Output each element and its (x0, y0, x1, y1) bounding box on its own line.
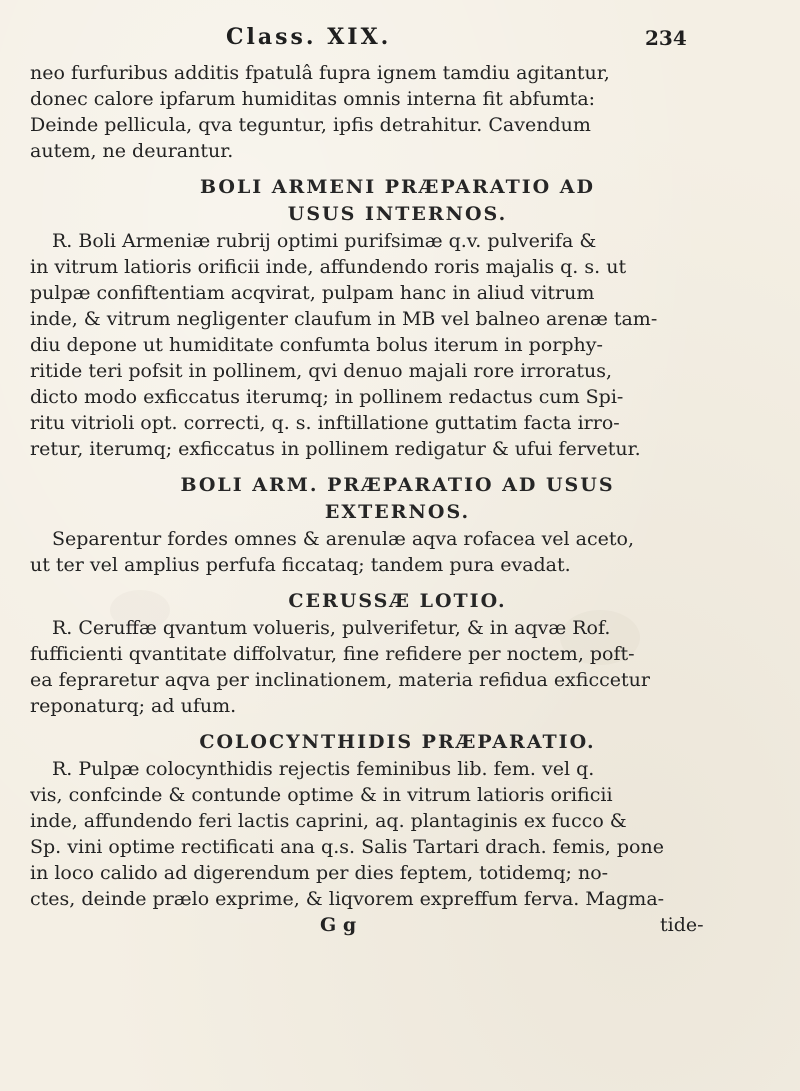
text-line: pulpæ confiftentiam acqvirat, pulpam hanc in aliud vitrum (30, 282, 595, 304)
text-line: Deinde pellicula, qva teguntur, ipfis detrahitur. Cavendum (30, 114, 591, 136)
section-heading: BOLI ARM. PRÆPARATIO AD USUS (180, 474, 615, 496)
text-line: inde, affundendo feri lactis caprini, aq. plantaginis ex fucco & (30, 810, 627, 832)
text-line: ctes, deinde prælo exprime, & liqvorem expreffum ferva. Magma- (30, 888, 665, 910)
text-line: retur, iterumq; exficcatus in pollinem redigatur & ufui fervetur. (30, 438, 641, 460)
text-line: autem, ne deurantur. (30, 140, 234, 162)
text-line: Separentur fordes omnes & arenulæ aqva rofacea vel aceto, (52, 528, 634, 550)
running-title: Class. XIX. (226, 24, 392, 50)
text-line: in loco calido ad digerendum per dies feptem, totidemq; no- (30, 862, 609, 884)
catchword: tide- (660, 914, 704, 936)
text-line: ut ter vel amplius perfufa ficcataq; tandem pura evadat. (30, 554, 571, 576)
text-line: ritide teri pofsit in pollinem, qvi denuo majali rore irroratus, (30, 360, 613, 382)
signature-mark: G g (320, 914, 357, 936)
text-line: R. Pulpæ colocynthidis rejectis feminibus lib. fem. vel q. (52, 758, 595, 780)
text-line: Sp. vini optime rectificati ana q.s. Salis Tartari drach. femis, pone (30, 836, 664, 858)
text-line: ritu vitrioli opt. correcti, q. s. inftillatione guttatim facta irro- (30, 412, 620, 434)
section-boli-armeni-internal (30, 174, 765, 462)
text-line: R. Boli Armeniæ rubrij optimi purifsimæ q.v. pulverifa & (52, 230, 597, 252)
text-line: fufficienti qvantitate diffolvatur, fine refidere per noctem, poft- (30, 643, 635, 665)
text-line: dicto modo exficcatus iterumq; in pollinem redactus cum Spi- (30, 386, 624, 408)
page-header (0, 24, 800, 56)
text-line: inde, & vitrum negligenter claufum in MB vel balneo arenæ tam- (30, 308, 658, 330)
text-line: reponaturq; ad ufum. (30, 695, 237, 717)
section-heading: CERUSSÆ LOTIO. (288, 590, 507, 612)
section-heading: EXTERNOS. (324, 501, 471, 523)
text-line: vis, confcinde & contunde optime & in vitrum latioris orificii (30, 784, 613, 806)
section-cerussae-lotio (30, 588, 765, 719)
section-heading: USUS INTERNOS. (287, 203, 508, 225)
text-line: in vitrum latioris orificii inde, affundendo roris majalis q. s. ut (30, 256, 627, 278)
text-line: diu depone ut humiditate confumta bolus iterum in porphy- (30, 334, 603, 356)
section-colocynthidis (30, 729, 765, 912)
section-boli-armeni-external (30, 472, 765, 578)
section-heading: BOLI ARMENI PRÆPARATIO AD (199, 176, 595, 198)
page-footer (30, 912, 765, 938)
text-line: donec calore ipfarum humiditas omnis interna fit abfumta: (30, 88, 596, 110)
text-line: R. Ceruffæ qvantum volueris, pulverifetur, & in aqvæ Rof. (52, 617, 611, 639)
page-number: 234 (645, 26, 687, 50)
section-heading: COLOCYNTHIDIS PRÆPARATIO. (199, 731, 596, 753)
text-line: neo furfuribus additis fpatulâ fupra ignem tamdiu agitantur, (30, 62, 610, 84)
text-line: ea fepraretur aqva per inclinationem, materia refidua exficcetur (30, 669, 650, 691)
body-text (30, 60, 765, 938)
